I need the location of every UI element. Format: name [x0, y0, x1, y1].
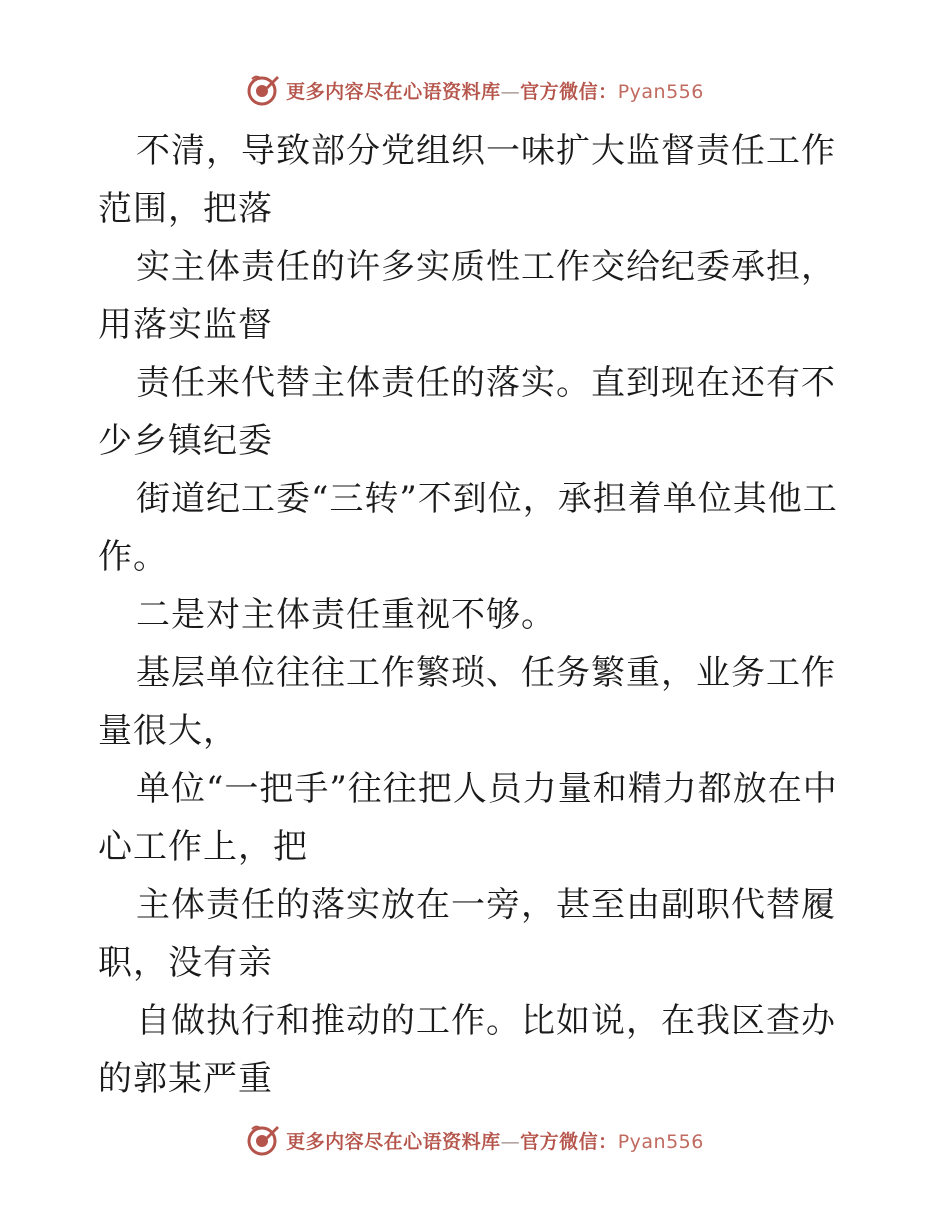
paragraph: 责任来代替主体责任的落实。直到现在还有不少乡镇纪委 [98, 363, 836, 461]
pen-logo-icon [246, 73, 280, 107]
paragraph: 不清，导致部分党组织一味扩大监督责任工作范围，把落 [98, 131, 836, 229]
paragraph: 实主体责任的许多实质性工作交给纪委承担，用落实监督 [98, 247, 836, 345]
document-body [98, 122, 858, 1108]
pen-logo-icon [246, 1123, 280, 1157]
watermark-text: 更多内容尽在心语资料库—官方微信：Pyan556 [286, 80, 704, 103]
paragraph: 主体责任的落实放在一旁，甚至由副职代替履职，没有亲 [98, 885, 836, 983]
paragraph: 二是对主体责任重视不够。 [136, 595, 556, 635]
footer-watermark [0, 1120, 950, 1160]
paragraph: 单位“一把手”往往把人员力量和精力都放在中心工作上，把 [98, 769, 838, 867]
paragraph: 基层单位往往工作繁琐、任务繁重，业务工作量很大， [98, 653, 836, 751]
paragraph: 街道纪工委“三转”不到位，承担着单位其他工作。 [98, 479, 838, 577]
paragraph: 自做执行和推动的工作。比如说，在我区查办的郭某严重 [98, 1001, 836, 1099]
header-watermark [0, 70, 950, 110]
watermark-text: 更多内容尽在心语资料库—官方微信：Pyan556 [286, 1130, 704, 1153]
